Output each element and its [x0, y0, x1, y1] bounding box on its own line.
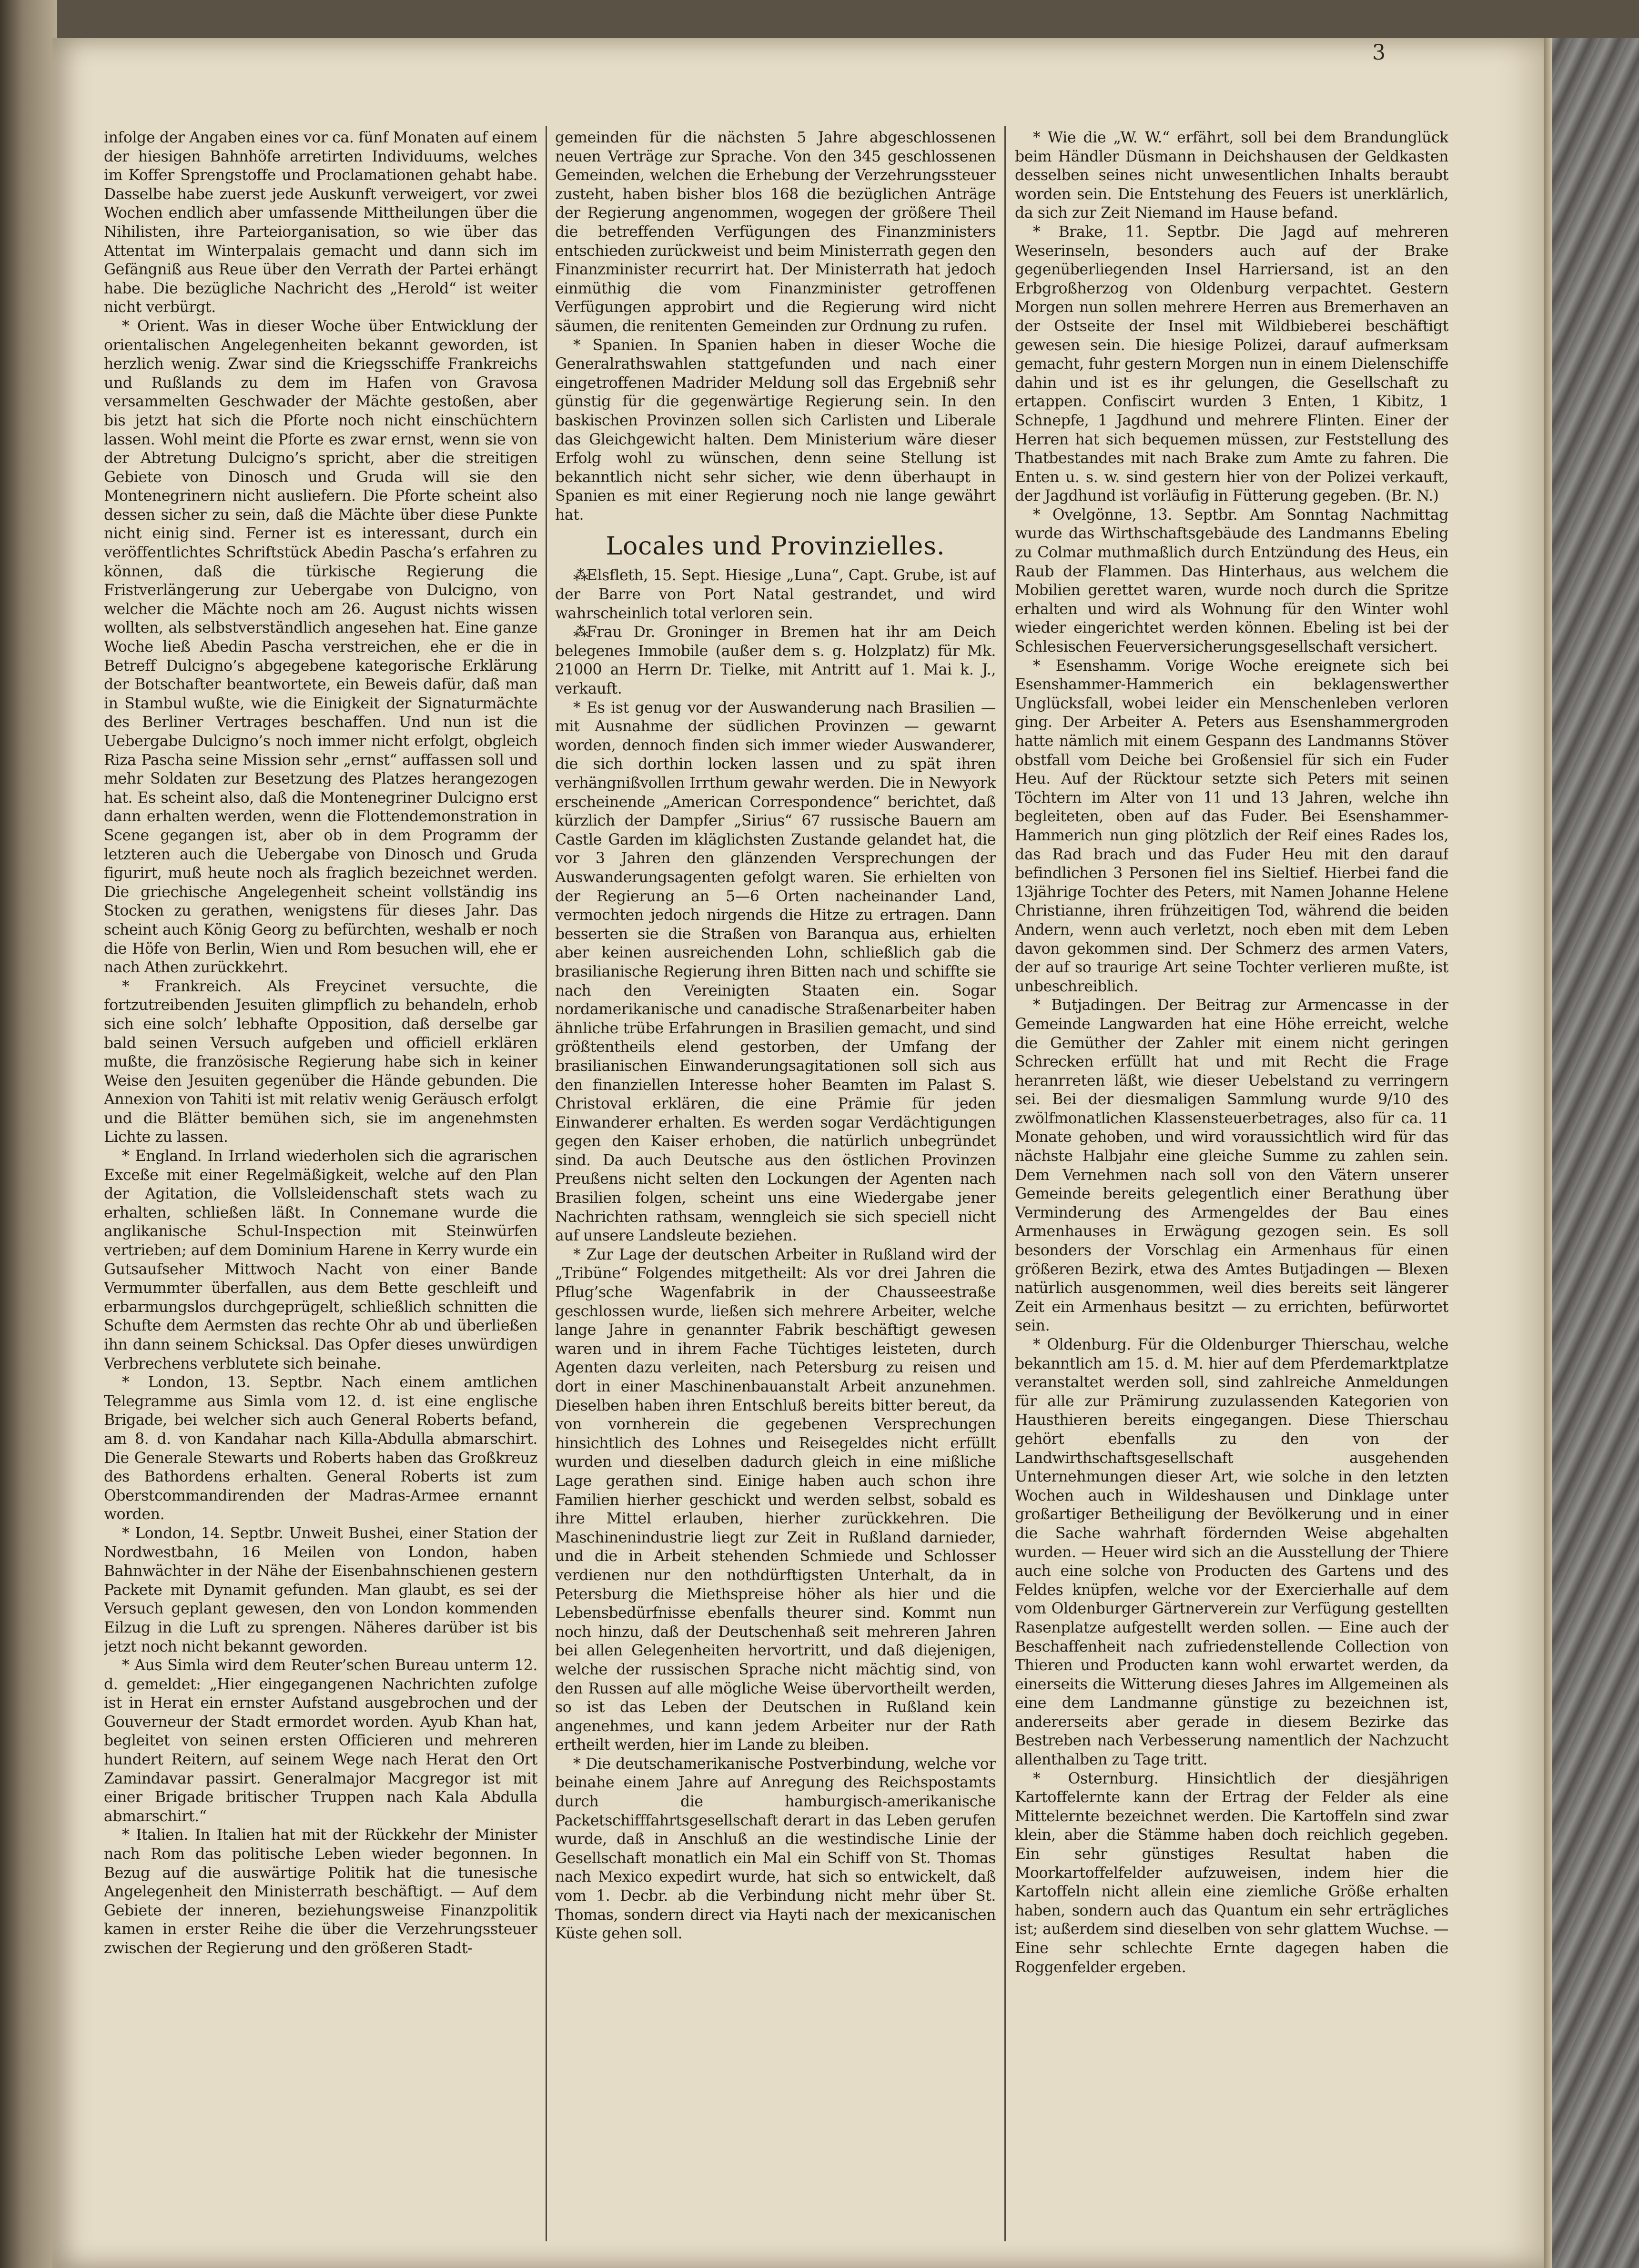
article-russland: * Zur Lage der deutschen Arbeiter in Rußland wird der „Tribüne“ Folgendes mitgetheilt: Als vor drei Jahren die Pflug’sche Wagenfabrik in der Chausseestraße geschlossen wurde, ließen sich mehrere Arbeiter, welche lange Jahre in genannter Fabrik beschäftigt gewesen waren und in ihrem Fache Tüchtiges leisteten, durch Agenten dazu verleiten, nach Petersburg zu reisen und dort in einer Maschinenbauanstalt Arbeit anzunehmen. Dieselben haben ihren Entschluß bereits bitter bereut, da von vornherein die gegebenen Versprechungen hinsichtlich des Lohnes und Reisegeldes nicht erfüllt wurden und dieselben dadurch gleich in eine mißliche Lage gerathen sind. Einige haben auch schon ihre Familien hierher geschickt und werden selbst, sobald es ihre Mittel erlauben, hierher zurückkehren. Die Maschinenindustrie liegt zur Zeit in Rußland darnieder, und die in Arbeit stehenden Schmiede und Schlosser verdienen nur den nothdürftigsten Unterhalt, da in Petersburg die Miethspreise höher als hier und die Lebensbedürfnisse ebenfalls theurer sind. Kommt nun noch hinzu, daß der Deutschenhaß seit mehreren Jahren bei allen Gelegenheiten hervortritt, und daß diejenigen, welche der russischen Sprache nicht mächtig sind, von den Russen auf alle mögliche Weise übervortheilt werden, so ist das Leben der Deutschen in Rußland kein angenehmes, und kann jedem Arbeiter nur der Rath ertheilt werden, hier im Lande zu bleiben.	[555, 1246, 996, 1754]
article-esenshamm: * Esenshamm. Vorige Woche ereignete sich bei Esenshammer-Hammerich ein beklagenswerther Unglücksfall, wobei leider ein Menschenleben verloren ging. Der Arbeiter A. Peters aus Esenshammergroden hatte nämlich mit einem Gespann des Landmanns Stöver obstfall vom Deiche bei Großensiel für sich ein Fuder Heu. Auf der Rücktour setzte sich Peters mit seinen Töchtern im Alter von 11 und 13 Jahren, welche ihn begleiteten, oben auf das Fuder. Bei Esenshammer-Hammerich nun ging plötzlich der Reif eines Rades los, das Rad brach und das Fuder Heu mit den darauf befindlichen 3 Personen fiel ins Sieltief. Hierbei fand die 13jährige Tochter des Peters, mit Namen Johanne Helene Christianne, ihren frühzeitigen Tod, während die beiden Andern, wenn auch verletzt, noch eben mit dem Leben davon gekommen sind. Der Schmerz des armen Vaters, der auf so traurige Art seine Tochter verlieren mußte, ist unbeschreiblich.	[1015, 657, 1448, 995]
column-rule	[546, 126, 547, 2241]
asterism-icon: ⁂	[573, 624, 588, 641]
article-brasilien: * Es ist genug vor der Auswanderung nach Brasilien — mit Ausnahme der südlichen Provinzen — gewarnt worden, dennoch finden sich immer wieder Auswanderer, die sich dorthin locken lassen und zu spät ihren verhängnißvollen Irrthum gewahr werden. Die in Newyork erscheinende „American Correspondence“ berichtet, daß kürzlich der Dampfer „Sirius“ 67 russische Bauern am Castle Garden im kläglichsten Zustande gelandet hat, die vor 3 Jahren den glänzenden Versprechungen der Auswanderungsagenten gefolgt waren. Sie erhielten von der Regierung an 5—6 Orten nacheinander Land, vermochten jedoch nirgends die Hitze zu ertragen. Dann besserten sie die Straßen von Baranqua aus, erhielten aber keinen ausreichenden Lohn, schließlich gab die brasilianische Regierung ihren Bitten nach und schiffte sie nach den Vereinigten Staaten ein. Sogar nordamerikanische und canadische Straßenarbeiter haben ähnliche trübe Erfahrungen in Brasilien gemacht, und sind größtentheils elend gestorben, der Umfang der brasilianischen Einwanderungsagitationen soll sich aus den finanziellen Interesse hoher Beamten im Palast S. Christoval erklären, die eine Prämie für jeden Einwanderer erhalten. Es werden sogar Verdächtigungen gegen den Kaiser erhoben, die natürlich unbegründet sind. Da auch Deutsche aus den östlichen Provinzen Preußens nicht selten den Lockungen der Agenten nach Brasilien folgen, scheint uns eine Wiedergabe jener Nachrichten rathsam, wenngleich sie sich speciell nicht auf unsere Landsleute beziehen.	[555, 699, 996, 1245]
article-ovelgoenne: * Ovelgönne, 13. Septbr. Am Sonntag Nachmittag wurde das Wirthschaftsgebäude des Landmanns Ebeling zu Colmar muthmaßlich durch Entzündung des Heus, ein Raub der Flammen. Das Hinterhaus, aus welchem die Mobilien gerettet waren, wurde noch durch die Spritze erhalten und wird als Wohnung für den Winter wohl wieder eingerichtet werden können. Ebeling ist bei der Schlesischen Feuerversicherungsgesellschaft versichert.	[1015, 506, 1448, 656]
section-heading: Locales und Provinzielles.	[606, 532, 945, 561]
article-oldenburg: * Oldenburg. Für die Oldenburger Thierschau, welche bekanntlich am 15. d. M. hier auf dem Pferdemarktplatze veranstaltet werden soll, sind zahlreiche Anmeldungen für alle zur Prämirung zuzulassenden Kategorien von Hausthieren bereits eingegangen. Diese Thierschau gehört ebenfalls zu den von der Landwirthschaftsgesellschaft ausgehenden Unternehmungen dieser Art, wie solche in den letzten Wochen auch in Wildeshausen und Dinklage unter großartiger Betheiligung der Bevölkerung und in einer die Sache wahrhaft fördernden Weise abgehalten wurden. — Heuer wird sich an die Ausstellung der Thiere auch eine solche von Producten des Gartens und des Feldes knüpfen, welche vor der Exercierhalle auf dem vom Oldenburger Gärtnerverein zur Verfügung gestellten Rasenplatze aufgestellt werden sollen. — Eine auch der Beschaffenheit nach zufriedenstellende Collection von Thieren und Producten kann wohl erwartet werden, da einerseits die Witterung dieses Jahres im Allgemeinen als eine dem Landmanne günstige zu bezeichnen ist, andererseits aber gerade in diesem Bezirke das Bestreben nach Verbesserung namentlich der Nachzucht allenthalben zu Tage tritt.	[1015, 1336, 1448, 1769]
previous-page-edge	[0, 0, 57, 2268]
asterism-icon: ⁂	[573, 567, 588, 585]
article-brake: * Brake, 11. Septbr. Die Jagd auf mehreren Weserinseln, besonders auch auf der Brake gegenüberliegenden Insel Harriersand, ist an den Erbgroßherzog von Oldenburg verpachtet. Gestern Morgen nun sollen mehrere Herren aus Bremerhaven an der Ostseite der Insel mit Wildbieberei beschäftigt gewesen sein. Die hiesige Polizei, darauf aufmerksam gemacht, fuhr gestern Morgen nun in einem Dielenschiffe dahin und ist es ihr gelungen, die Gesellschaft zu ertappen. Confiscirt wurden 3 Enten, 1 Kibitz, 1 Schnepfe, 1 Jagdhund und mehrere Flinten. Einer der Herren hat sich bequemen müssen, zur Feststellung des Thatbestandes mit nach Brake zum Amte zu fahren. Die Enten u. s. w. sind gestern hier von der Polizei verkauft, der Jagdhund ist vorläufig in Fütterung gegeben. (Br. N.)	[1015, 223, 1448, 505]
article-london-14: * London, 14. Septbr. Unweit Bushei, einer Station der Nordwestbahn, 16 Meilen von London, haben Bahnwächter in der Nähe der Eisenbahnschienen gestern Packete mit Dynamit gefunden. Man glaubt, es sei der Versuch geplant gewesen, den von London kommenden Eilzug in die Luft zu sprengen. Näheres darüber ist bis jetzt noch nicht bekannt geworden.	[104, 1524, 537, 1655]
column-middle	[555, 129, 996, 2244]
article-elsfleth: ⁂Elsfleth, 15. Sept. Hiesige „Luna“, Capt. Grube, ist auf der Barre von Port Natal gestrandet, und wird wahrscheinlich total verloren sein.	[555, 567, 996, 622]
column-left	[104, 129, 537, 2244]
article-england: * England. In Irrland wiederholen sich die agrarischen Exceße mit einer Regelmäßigkeit, welche auf den Plan der Agitation, die Vollsleidenschaft stets wach zu erhalten, schließen läßt. In Connemane wurde die anglikanische Schul-Inspection mit Steinwürfen vertrieben; auf dem Dominium Harene in Kerry wurde ein Gutsaufseher Mittwoch Nacht von einer Bande Vermummter überfallen, aus dem Bette geschleift und erbarmungslos durchgeprügelt, schließlich schnitten die Schufte dem Aermsten das rechte Ohr ab und überließen ihn dann seinem Schicksal. Das Opfer dieses unwürdigen Verbrechens verblutete sich beinahe.	[104, 1148, 537, 1372]
page-number: 3	[1372, 40, 1386, 65]
column-rule	[1004, 126, 1006, 2241]
article-frankreich: * Frankreich. Als Freycinet versuchte, die fortzutreibenden Jesuiten glimpflich zu behandeln, erhob sich eine solch’ lebhafte Opposition, daß derselbe gar bald seinen Versuch aufgeben und officiell erklären mußte, die französische Regierung habe sich in keiner Weise den Jesuiten gegenüber die Hände gebunden. Die Annexion von Tahiti ist mit relativ wenig Geräusch erfolgt und die Blätter bemühen sich, sie im angenehmsten Lichte zu lassen.	[104, 978, 537, 1146]
marbled-book-edge	[1544, 38, 1639, 2268]
article-paragraph: infolge der Angaben eines vor ca. fünf Monaten auf einem der hiesigen Bahnhöfe arretirten Individuums, welches im Koffer Sprengstoffe und Proclamationen gehabt habe. Dasselbe habe zuerst jede Auskunft verweigert, vor zwei Wochen endlich aber umfassende Mittheilungen über die Nihilisten, ihre Parteiorganisation, so wie über das Attentat im Winterpalais gemacht und dann sich im Gefängniß aus Reue über den Verrath der Partei erhängt habe. Die bezügliche Nachricht des „Herold“ ist weiter nicht verbürgt.	[104, 129, 537, 316]
article-paragraph: gemeinden für die nächsten 5 Jahre abgeschlossenen neuen Verträge zur Sprache. Von den 345 geschlossenen Gemeinden, welchen die Erhebung der Verzehrungssteuer zusteht, haben bisher blos 168 die bezüglichen Anträge der Regierung angenommen, wogegen der größere Theil die betreffenden Verfügungen des Finanzministers entschieden zurückweist und beim Ministerrath gegen den Finanzminister recurrirt hat. Der Ministerrath hat jedoch einmüthig die vom Finanzminister getroffenen Verfügungen approbirt und die Regierung wird nicht säumen, die renitenten Gemeinden zur Ordnung zu rufen.	[555, 129, 996, 335]
article-postverbindung: * Die deutschamerikanische Postverbindung, welche vor beinahe einem Jahre auf Anregung des Reichspostamts durch die hamburgisch-amerikanische Packetschifffahrtsgesellschaft derart in das Leben gerufen wurde, daß in Anschluß an die westindische Linie der Gesellschaft monatlich ein Mal ein Schiff von St. Thomas nach Mexico expedirt wurde, hat sich so entwickelt, daß vom 1. Decbr. ab die Verbindung nicht mehr über St. Thomas, sondern direct via Hayti nach der mexicanischen Küste gehen soll.	[555, 1755, 996, 1943]
article-italien: * Italien. In Italien hat mit der Rückkehr der Minister nach Rom das politische Leben wieder begonnen. In Bezug auf die auswärtige Politik hat die tunesische Angelegenheit den Ministerrath beschäftigt. — Auf dem Gebiete der inneren, beziehungsweise Finanzpolitik kamen in erster Reihe die über die Verzehrungssteuer zwischen der Regierung und den größeren Stadt-	[104, 1826, 537, 1957]
article-osternburg: * Osternburg. Hinsichtlich der diesjährigen Kartoffelernte kann der Ertrag der Felder als eine Mittelernte bezeichnet werden. Die Kartoffeln sind zwar klein, aber die Stämme haben doch reichlich gegeben. Ein sehr günstiges Resultat haben die Moorkartoffelfelder aufzuweisen, indem hier die Kartoffeln nicht allein eine ziemliche Größe erhalten haben, sondern auch das Quantum ein sehr erträgliches ist; außerdem sind dieselben von sehr glattem Wuchse. — Eine sehr schlechte Ernte dagegen haben die Roggenfelder ergeben.	[1015, 1770, 1448, 1976]
article-spanien: * Spanien. In Spanien haben in dieser Woche die Generalrathswahlen stattgefunden und nach einer eingetroffenen Madrider Meldung soll das Ergebniß sehr günstig für die gegenwärtige Regierung sein. In den baskischen Provinzen sollen sich Carlisten und Liberale das Gleichgewicht halten. Dem Ministerium wäre dieser Erfolg wohl zu wünschen, denn seine Stellung ist bekanntlich nicht sehr sicher, wie denn überhaupt in Spanien es mit einer Regierung noch nie lange gewährt hat.	[555, 336, 996, 524]
article-deichshausen: * Wie die „W. W.“ erfährt, soll bei dem Brandunglück beim Händler Düsmann in Deichshausen der Geldkasten desselben seines nicht unwesentlichen Inhalts beraubt worden sein. Die Entstehung des Feuers ist unerklärlich, da sich zur Zeit Niemand im Hause befand.	[1015, 129, 1448, 222]
article-butjadingen: * Butjadingen. Der Beitrag zur Armencasse in der Gemeinde Langwarden hat eine Höhe erreicht, welche die Gemüther der Zahler mit einem nicht geringen Schrecken erfüllt hat und mit Recht die Frage heranrreten läßt, wie dieser Uebelstand zu verringern sei. Bei der diesmaligen Sammlung wurde 9/10 des zwölfmonatlichen Klassensteuerbetrages, also für ca. 11 Monate gehoben, und wird voraussichtlich wird für das nächste Halbjahr eine gleiche Summe zu zahlen sein. Dem Vernehmen nach soll von den Vätern unserer Gemeinde bereits gelegentlich einer Berathung über Verminderung des Armengeldes der Bau eines Armenhauses in Erwägung gezogen sein. Es soll besonders der Vorschlag ein Armenhaus für einen größeren Bezirk, etwa des Amtes Butjadingen — Blexen natürlich ausgenommen, weil dies bereits seit längerer Zeit ein Armenhaus besitzt — zu errichten, befürwortet sein.	[1015, 997, 1448, 1335]
article-orient: * Orient. Was in dieser Woche über Entwicklung der orientalischen Angelegenheiten bekannt geworden, ist herzlich wenig. Zwar sind die Kriegsschiffe Frankreichs und Rußlands zu dem im Hafen von Gravosa versammelten Geschwader der Mächte gestoßen, aber bis jetzt hat sich die Pforte noch nicht einschüchtern lassen. Wohl meint die Pforte es zwar ernst, wenn sie von der Abtretung Dulcigno’s spricht, aber die streitigen Gebiete von Dinosch und Gruda will sie den Montenegrinern nicht ausliefern. Die Pforte scheint also dessen sicher zu sein, daß die Mächte über diese Punkte nicht einig sind. Ferner ist es interessant, durch ein veröffentlichtes Schriftstück Abedin Pascha’s erfahren zu können, daß die türkische Regierung die Fristverlängerung zur Uebergabe von Dulcigno, von welcher die Mächte noch am 26. August nichts wissen wollten, als selbstverständlich angesehen hat. Eine ganze Woche ließ Abedin Pascha verstreichen, ehe er die in Betreff Dulcigno’s abgegebene kategorische Erklärung der Botschafter beantwortete, ein Beweis dafür, daß man in Stambul wußte, wie die Einigkeit der Signaturmächte des Berliner Vertrages beschaffen. Und nun ist die Uebergabe Dulcigno’s noch immer nicht erfolgt, obgleich Riza Pascha seine Mission sehr „ernst“ auffassen soll und mehr Soldaten zur Besetzung des Platzes herangezogen hat. Es scheint also, daß die Montenegriner Dulcigno erst dann erhalten werden, wenn die Flottendemonstration in Scene gegangen ist, aber ob in dem Programm der letzteren auch die Uebergabe von Dinosch und Gruda figurirt, muß heute noch als fraglich bezeichnet werden. Die griechische Angelegenheit scheint vollständig ins Stocken zu gerathen, wenigstens für dieses Jahr. Das scheint auch König Georg zu befürchten, weshalb er noch die Höfe von Berlin, Wien und Rom besuchen will, ehe er nach Athen zurückkehrt.	[104, 317, 537, 977]
column-right	[1015, 129, 1448, 2244]
article-simla: * Aus Simla wird dem Reuter’schen Bureau unterm 12. d. gemeldet: „Hier eingegangenen Nachrichten zufolge ist in Herat ein ernster Aufstand ausgebrochen und der Gouverneur der Stadt ermordet worden. Ayub Khan hat, begleitet von seinen ersten Officieren und mehreren hundert Reitern, auf seinem Wege nach Herat den Ort Zamindavar passirt. Generalmajor Macgregor ist mit einer Brigade britischer Truppen nach Kala Abdulla abmarschirt.“	[104, 1657, 537, 1825]
article-groninger: ⁂Frau Dr. Groninger in Bremen hat ihr am Deich belegenes Immobile (außer dem s. g. Holzplatz) für Mk. 21000 an Herrn Dr. Tielke, mit Antritt auf 1. Mai k. J., verkauft.	[555, 624, 996, 698]
article-london-13: * London, 13. Septbr. Nach einem amtlichen Telegramme aus Simla vom 12. d. ist eine englische Brigade, bei welcher sich auch General Roberts befand, am 8. d. von Kandahar nach Killa-Abdulla abmarschirt. Die Generale Stewarts und Roberts haben das Großkreuz des Bathordens erhalten. General Roberts ist zum Oberstcommandirenden der Madras-Armee ernannt worden.	[104, 1374, 537, 1523]
